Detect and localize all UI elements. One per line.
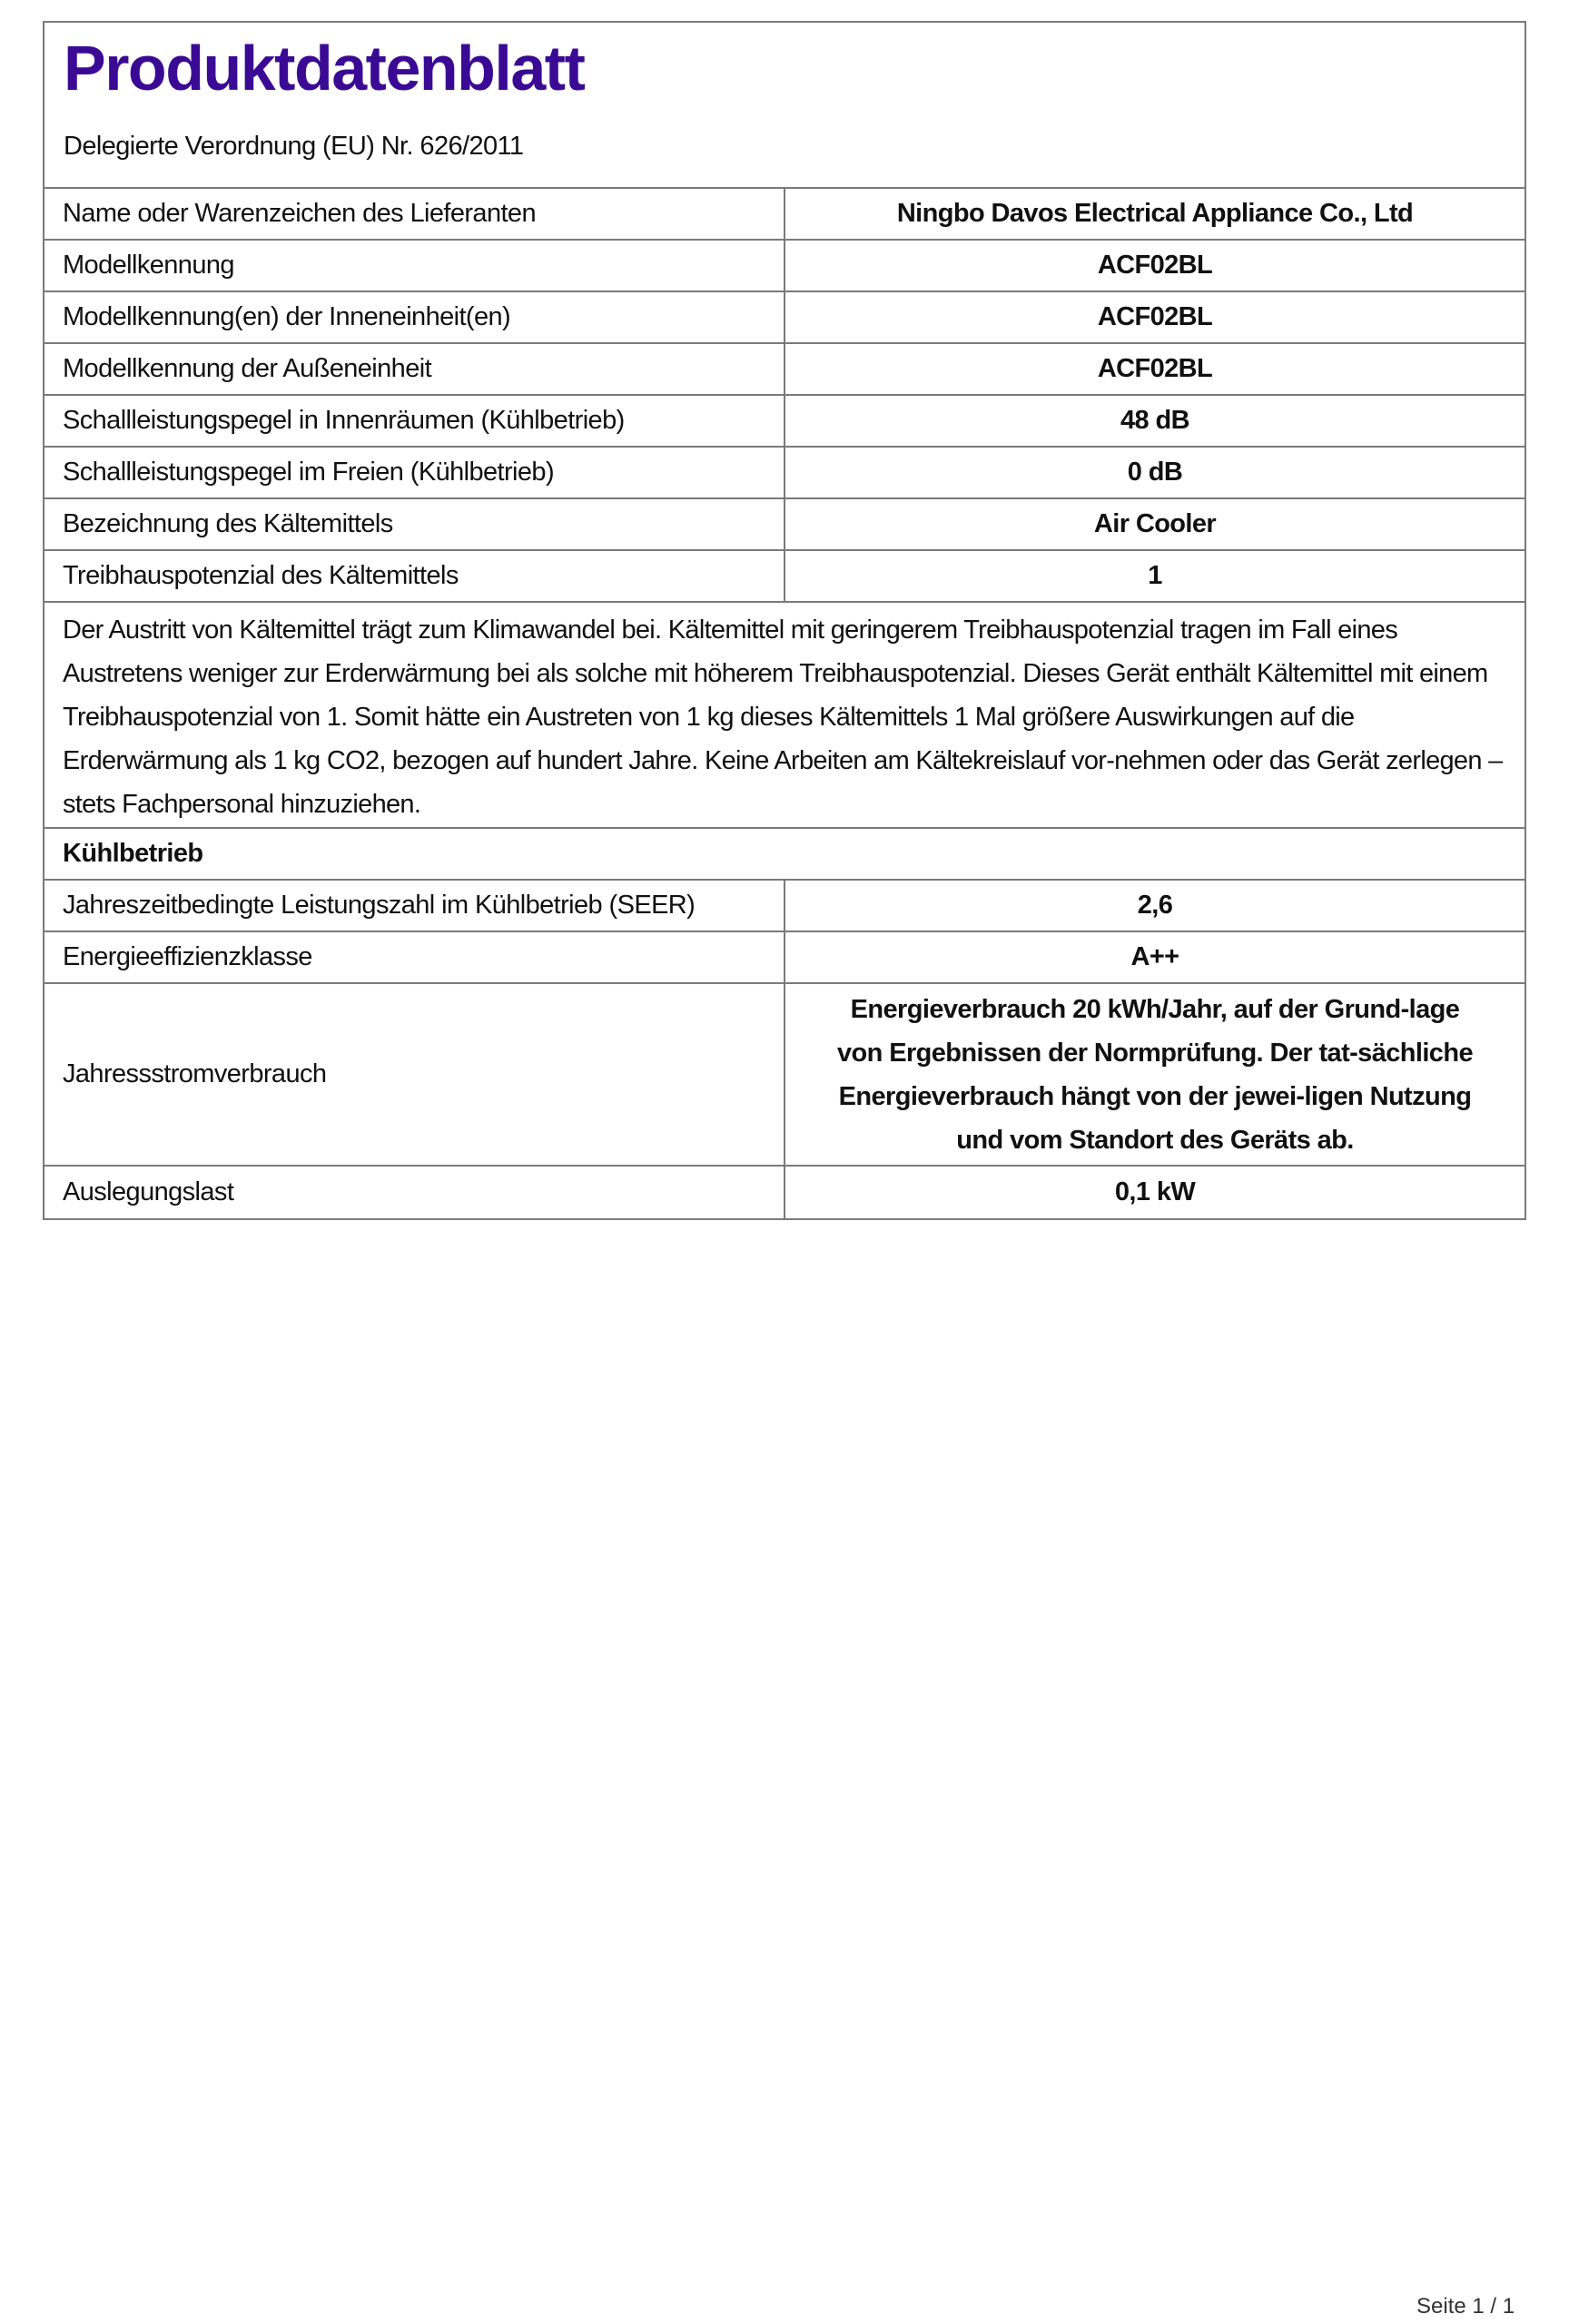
row-label: Modellkennung der Außeneinheit [44,344,785,394]
row-label: Jahressstromverbrauch [44,984,785,1165]
section-heading-cooling: Kühlbetrieb [44,829,1525,881]
row-value: Ningbo Davos Electrical Appliance Co., Ltd [896,199,1414,228]
table-row [44,189,1525,241]
row-label: Schallleistungspegel in Innenräumen (Kühlbetrieb) [44,396,785,446]
row-label: Modellkennung [44,241,785,290]
sheet-header [44,23,1525,189]
row-label: Energieeffizienzklasse [44,932,785,982]
table-row [44,932,1525,984]
table-row [44,881,1525,932]
page-number: Seite 1 / 1 [1416,2294,1515,2319]
table-row [44,396,1525,448]
table-row [44,499,1525,551]
row-label: Schallleistungspegel im Freien (Kühlbetrieb) [44,448,785,497]
regulation-subtitle: Delegierte Verordnung (EU) Nr. 626/2011 [64,132,524,161]
table-row [44,344,1525,396]
row-value: 0 dB [1127,458,1183,487]
product-data-sheet [43,21,1526,1220]
row-value: Energieverbrauch 20 kWh/Jahr, auf der Grund-lage von Ergebnissen der Normprüfung. Der tat-sächliche Energieverbrauch hängt von der jewei-ligen Nutzung und vom Standort des Geräts ab. [837,994,1473,1155]
refrigerant-note: Der Austritt von Kältemittel trägt zum Klimawandel bei. Kältemittel mit geringerem Treibhauspotenzial tragen im Fall eines Austretens weniger zur Erderwärmung bei als solche mit höherem Treibhauspotenzial. Dieses Gerät enthält Kältemittel mit einem Treibhauspotenzial von 1. Somit hätte ein Austreten von 1 kg dieses Kältemittels 1 Mal größere Auswirkungen auf die Erderwärmung als 1 kg CO2, bezogen auf hundert Jahre. Keine Arbeiten am Kältekreislauf vor-nehmen oder das Gerät zerlegen – stets Fachpersonal hinzuziehen. [44,603,1525,829]
row-value: 48 dB [1120,406,1189,435]
table-row [44,984,1525,1167]
row-label: Auslegungslast [44,1167,785,1218]
table-row [44,448,1525,499]
row-label: Name oder Warenzeichen des Lieferanten [44,189,785,239]
row-value: 2,6 [1137,891,1173,920]
table-row [44,551,1525,603]
row-label: Modellkennung(en) der Inneneinheit(en) [44,292,785,342]
table-row [44,1167,1525,1218]
table-row [44,292,1525,344]
row-value: A++ [1130,942,1179,971]
row-value: ACF02BL [1097,354,1213,383]
page-title: Produktdatenblatt [64,33,585,103]
row-value: ACF02BL [1097,251,1213,280]
row-label: Treibhauspotenzial des Kältemittels [44,551,785,601]
row-value: Air Cooler [1093,509,1217,538]
row-value: 1 [1148,561,1162,590]
row-label: Jahreszeitbedingte Leistungszahl im Kühlbetrieb (SEER) [44,881,785,931]
table-row [44,241,1525,292]
row-value: ACF02BL [1097,302,1213,331]
row-value: 0,1 kW [1114,1177,1196,1206]
row-label: Bezeichnung des Kältemittels [44,499,785,549]
